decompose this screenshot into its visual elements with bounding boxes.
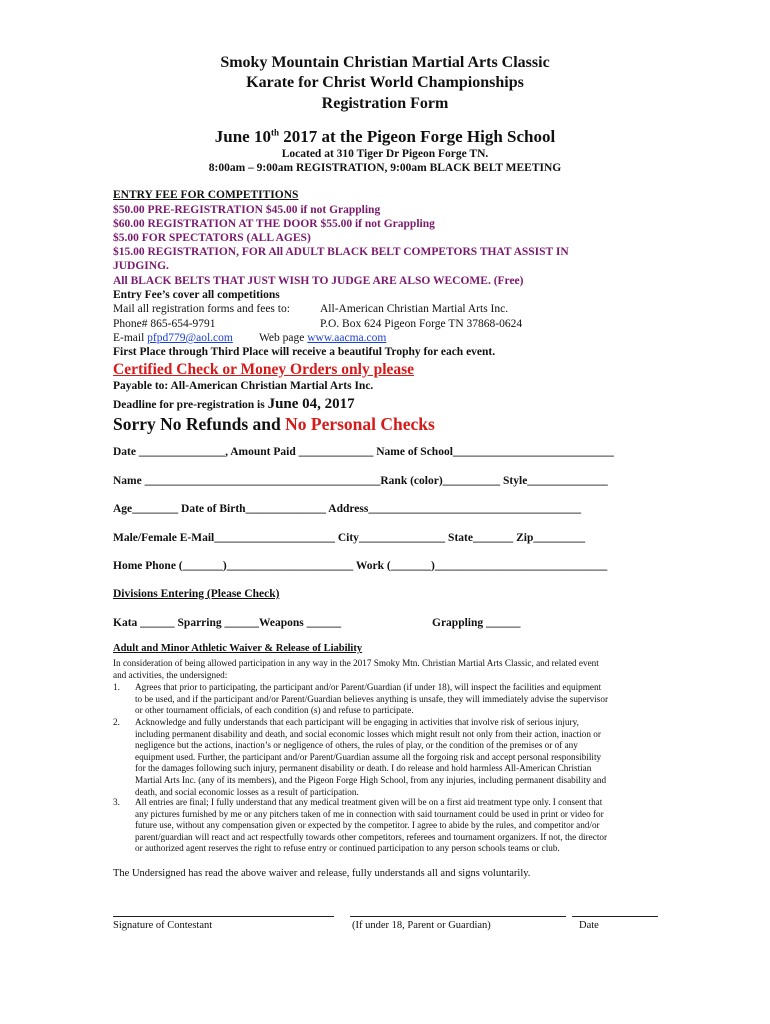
- email-link[interactable]: pfpd779@aol.com: [147, 332, 233, 344]
- waiver-item-line: or authorized agent reserves the right to refuse entry or continued participation to any person schools teams or club.: [135, 843, 560, 854]
- waiver-item-line: or other tournament officials, of each condition (s) and refuse to participate.: [135, 705, 414, 716]
- fee-black-belt: $15.00 REGISTRATION, FOR All ADULT BLACK BELT COMPETORS THAT ASSIST IN: [113, 246, 569, 258]
- deadline-label: Deadline for pre-registration is: [113, 399, 268, 411]
- title-line-1: Smoky Mountain Christian Martial Arts Classic: [220, 54, 550, 71]
- divisions-kata-sparring-weapons[interactable]: Kata ______ Sparring ______Weapons ______: [113, 617, 342, 629]
- waiver-item-line: All entries are final; I fully understand that any medical treatment given will be on a first aid treatment type only. I consent that: [135, 797, 603, 807]
- event-venue: 2017 at the Pigeon Forge High School: [279, 127, 556, 146]
- waiver-intro-1: In consideration of being allowed participation in any way in the 2017 Smoky Mtn. Christian Martial Arts Classic, and related event: [113, 658, 599, 668]
- waiver-intro-2: and activities, the undersigned:: [113, 670, 228, 680]
- contestant-signature-label: Signature of Contestant: [113, 920, 213, 931]
- waiver-item-line: Martial Arts Inc. (any of its members), and the Pigeon Forge High School, from any injuries, including permanent disability and: [135, 775, 607, 785]
- refund-text: Sorry No Refunds and: [113, 414, 286, 434]
- web-label: Web page: [259, 332, 308, 344]
- fee-black-belt-cont: JUDGING.: [113, 260, 169, 272]
- waiver-acknowledgement: The Undersigned has read the above waiver and release, fully understands all and signs voluntarily.: [113, 868, 531, 879]
- divisions-grappling[interactable]: Grappling ______: [432, 617, 521, 629]
- event-location: Located at 310 Tiger Dr Pigeon Forge TN.: [281, 148, 489, 160]
- waiver-item-number: 1.: [113, 682, 120, 692]
- event-date-suffix: th: [270, 127, 279, 138]
- divisions-heading: Divisions Entering (Please Check): [113, 588, 280, 600]
- waiver-item-number: 2.: [113, 717, 120, 727]
- waiver-item-line: for the damages following such injury, permanent disability or death. I do release and hold harmless All-American Christian: [135, 763, 592, 774]
- date-signature-label: Date: [579, 920, 599, 931]
- title-line-3: Registration Form: [321, 95, 449, 112]
- fee-door: $60.00 REGISTRATION AT THE DOOR $55.00 if not Grappling: [113, 218, 435, 230]
- waiver-item-line: future use, without any compensation given or expected by the competitor. I agree to abide by the rules, and competitor and/or: [135, 820, 600, 831]
- fee-judges: All BLACK BELTS THAT JUST WISH TO JUDGE ARE ALSO WECOME. (Free): [113, 275, 524, 287]
- fees-heading: ENTRY FEE FOR COMPETITIONS: [113, 189, 299, 201]
- waiver-item-line: equipment used. Further, the participant and/or Parent/Guardian assume all the forgoing risk and accept personal responsibility: [135, 751, 602, 762]
- parent-signature-line[interactable]: [350, 916, 566, 917]
- waiver-item-line: death, and social economic losses as a result of participation.: [135, 786, 359, 797]
- form-row-date-school[interactable]: Date _______________, Amount Paid _____________ Name of School____________________________: [113, 446, 614, 458]
- waiver-item-line: to be used, and if the participant and/or Parent/Guardian believes anything is unsafe, they will immediately advise the supervisor: [135, 693, 609, 704]
- email-label: E-mail: [113, 332, 148, 344]
- mail-organization: All-American Christian Martial Arts Inc.: [320, 303, 509, 315]
- web-link[interactable]: www.aacma.com: [307, 332, 387, 344]
- date-signature-line[interactable]: [572, 916, 658, 917]
- waiver-item-number: 3.: [113, 797, 120, 807]
- fee-preregistration: $50.00 PRE-REGISTRATION $45.00 if not Grappling: [113, 204, 381, 216]
- form-row-age-address[interactable]: Age________ Date of Birth______________ Address_____________________________________: [113, 503, 582, 515]
- event-date-line: [0, 127, 770, 147]
- waiver-heading: Adult and Minor Athletic Waiver & Release of Liability: [113, 643, 363, 654]
- deadline-row: [113, 396, 355, 413]
- mail-phone: Phone# 865-654-9791: [113, 318, 216, 330]
- form-row-gender-contact[interactable]: Male/Female E-Mail_____________________ City_______________ State_______ Zip_________: [113, 532, 586, 544]
- waiver-item-line: Acknowledge and fully understands that each participant will be engaging in activities that involve risk of serious injury,: [135, 717, 579, 727]
- waiver-item-line: including permanent disability and death, and social economic losses which might result not only from their action, inaction or: [135, 728, 601, 739]
- waiver-item-line: negligence but the actions, inaction’s or negligence of others, the rules of play, or the condition of the premises or of any: [135, 740, 578, 751]
- deadline-date: June 04, 2017: [267, 396, 355, 412]
- mail-po-box: P.O. Box 624 Pigeon Forge TN 37868-0624: [320, 318, 523, 330]
- form-row-phones[interactable]: Home Phone (_______)______________________ Work (_______)______________________________: [113, 560, 608, 572]
- waiver-item-line: Agrees that prior to participating, the participant and/or Parent/Guardian (if under 18), will inspect the facilities and equipment: [135, 682, 602, 692]
- trophy-note: First Place through Third Place will receive a beautiful Trophy for each event.: [113, 346, 496, 358]
- mail-label: Mail all registration forms and fees to:: [113, 303, 290, 315]
- waiver-item-line: any pictures furnished by me or any pitchers taken of me in connection with said tournament could be used in print or video for: [135, 808, 604, 819]
- mail-email-row: [113, 332, 233, 344]
- event-schedule: 8:00am – 9:00am REGISTRATION, 9:00am BLACK BELT MEETING: [208, 162, 562, 174]
- form-row-name-rank[interactable]: Name _________________________________________Rank (color)__________ Style______________: [113, 475, 608, 487]
- refund-notice: [113, 414, 435, 435]
- mail-web-row: [259, 332, 386, 344]
- fees-cover: Entry Fee’s cover all competitions: [113, 289, 280, 301]
- certified-check-notice: Certified Check or Money Orders only please: [113, 361, 415, 378]
- title-line-2: Karate for Christ World Championships: [246, 74, 524, 91]
- payable-to: Payable to: All-American Christian Martial Arts Inc.: [113, 380, 374, 392]
- event-date: June 10: [214, 127, 271, 146]
- contestant-signature-line[interactable]: [113, 916, 334, 917]
- parent-signature-label: (If under 18, Parent or Guardian): [352, 920, 491, 931]
- no-checks-text: No Personal Checks: [285, 414, 435, 434]
- fee-spectators: $5.00 FOR SPECTATORS (ALL AGES): [113, 232, 311, 244]
- waiver-item-line: parent/guardian will react and act respectfully towards other competitors, referees and tournament organizers. If not, the director: [135, 831, 608, 842]
